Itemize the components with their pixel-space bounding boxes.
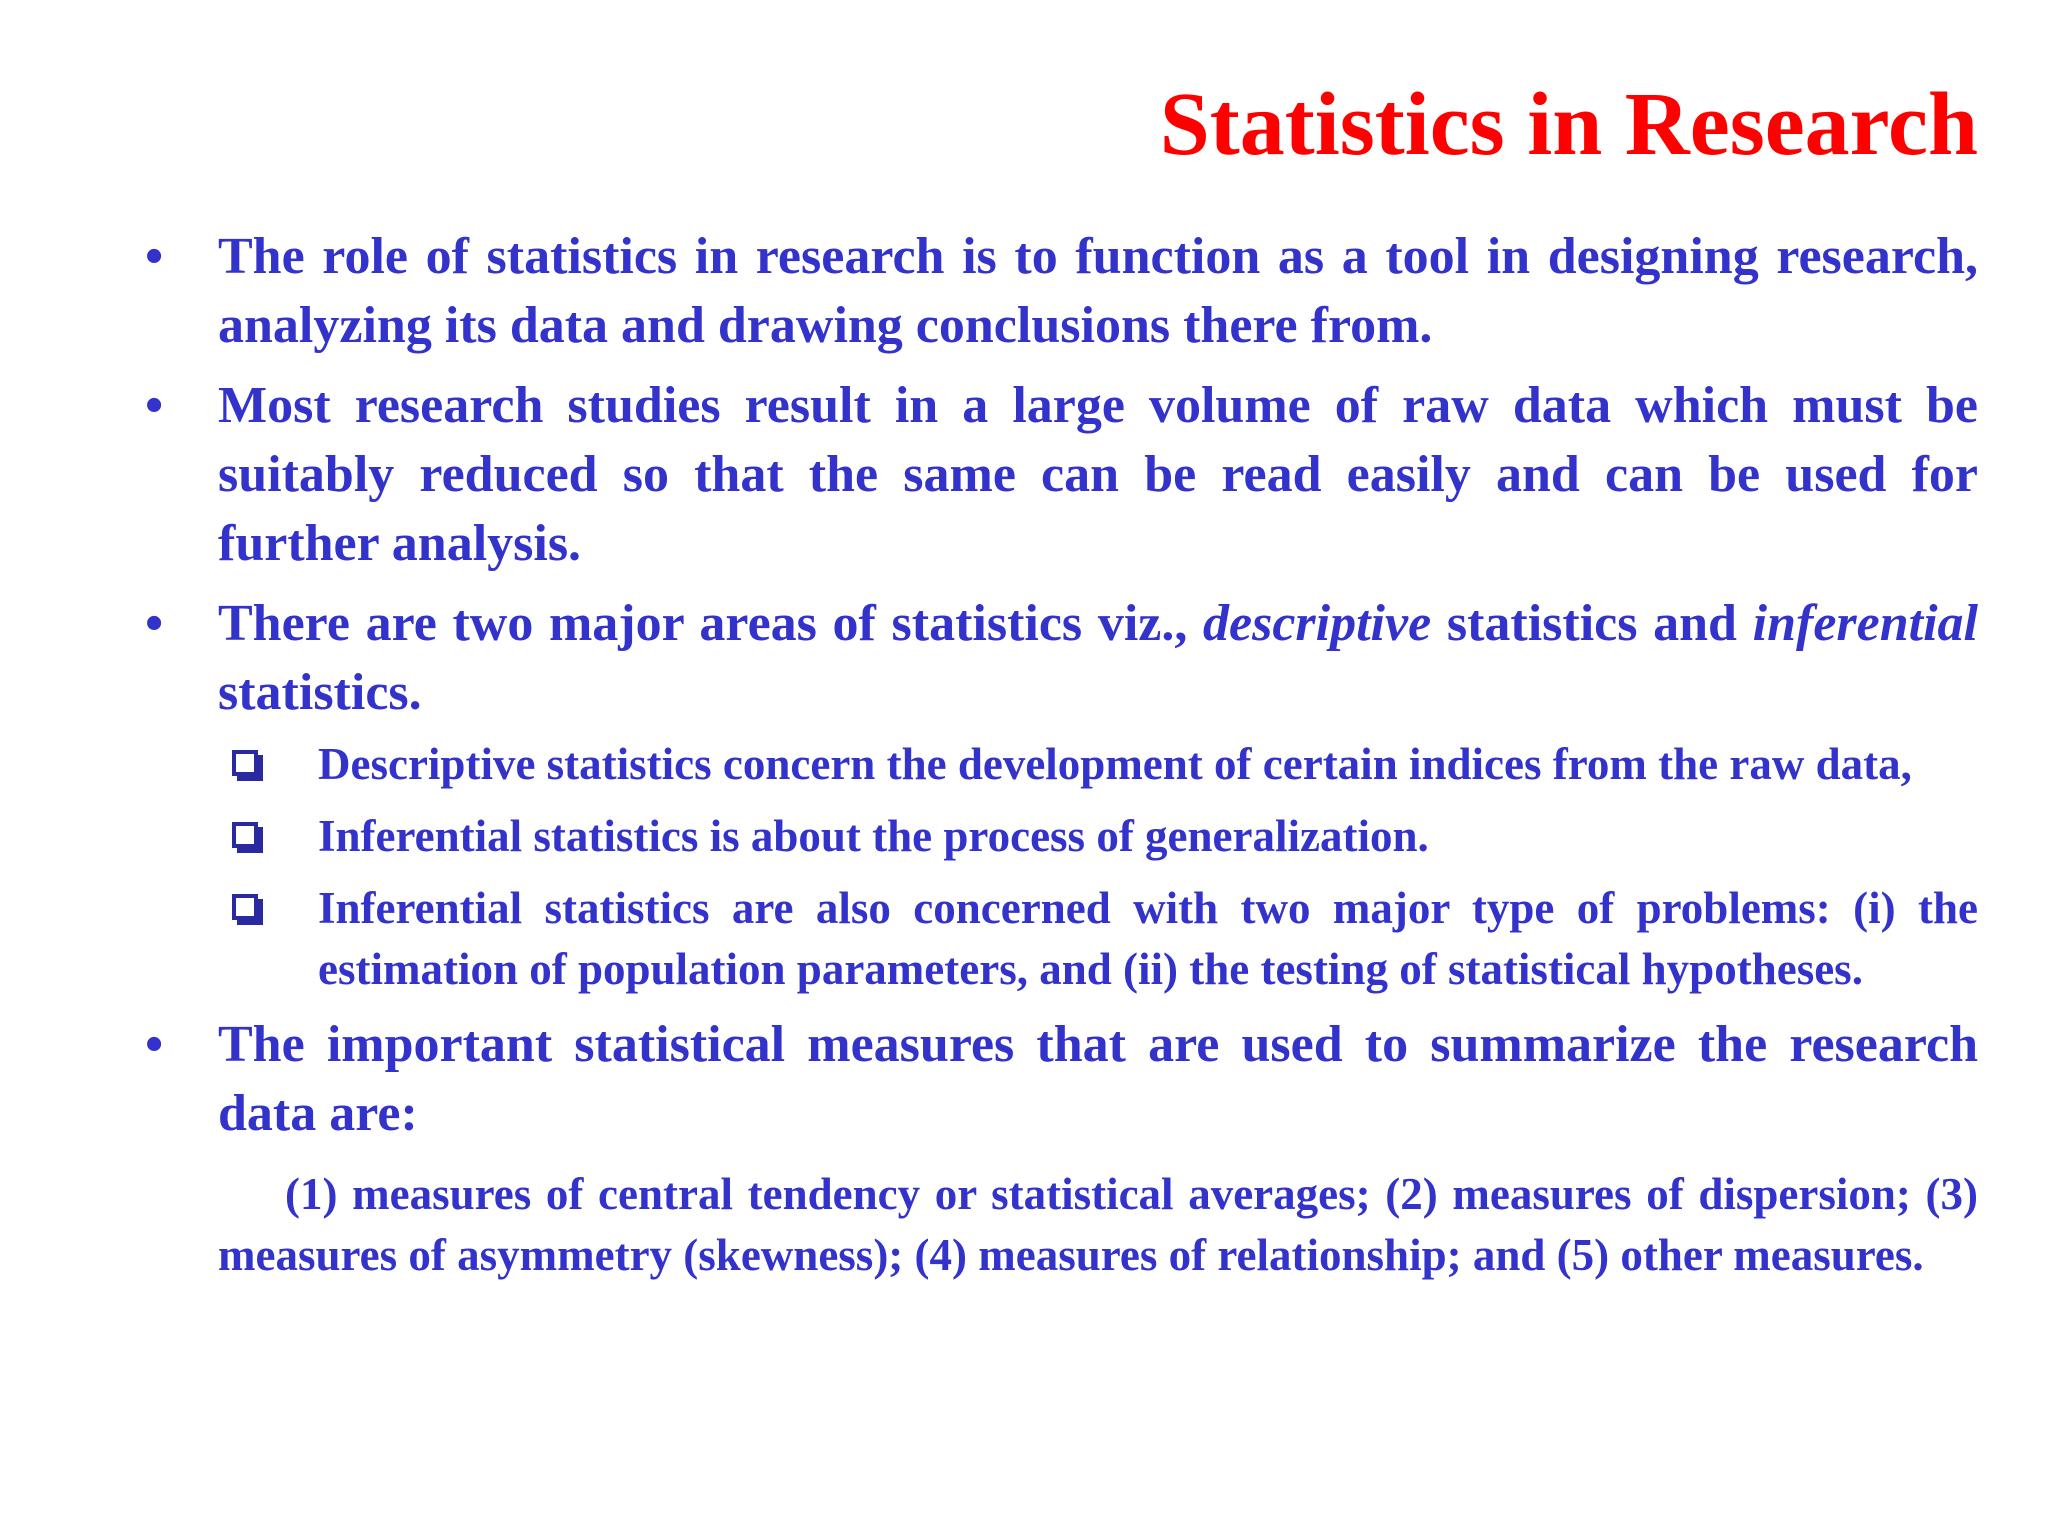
slide-content <box>145 222 1978 1286</box>
bullet-text: The role of statistics in research is to function as a tool in designing research, analyzing its data and drawing conclusions there from. <box>218 228 1978 354</box>
checkbox-bullet-icon <box>232 750 258 776</box>
sub-list <box>228 734 1978 1000</box>
sub-item-generalization <box>228 806 1978 867</box>
bullet-item-raw-data <box>145 371 1978 578</box>
bullet-text-before: There are two major areas of statistics viz., <box>218 595 1204 652</box>
sub-item-text: Inferential statistics is about the process of generalization. <box>318 811 1429 861</box>
bullet-item-statistical-measures <box>145 1010 1978 1148</box>
bullet-dot-icon: • <box>145 1016 164 1073</box>
term-inferential: inferential <box>1752 595 1978 652</box>
measures-list-paragraph: (1) measures of central tendency or statistical averages; (2) measures of dispersion; (3) measures of asymmetry (skewness); (4) measures of relationship; and (5) other measures. <box>218 1169 1978 1280</box>
sub-item-text: Inferential statistics are also concerned with two major type of problems: (i) the estimation of population parameters, and (ii) the testing of statistical hypotheses. <box>318 883 1978 994</box>
bullet-text-middle: statistics and <box>1431 595 1753 652</box>
bullet-dot-icon: • <box>145 377 164 434</box>
bullet-text-after: statistics. <box>218 664 422 721</box>
checkbox-bullet-icon <box>232 894 258 920</box>
bullet-item-role-of-statistics <box>145 222 1978 360</box>
bullet-item-two-areas <box>145 589 1978 727</box>
bullet-dot-icon: • <box>145 595 164 652</box>
sub-item-problems <box>228 878 1978 1000</box>
sub-item-text: Descriptive statistics concern the development of certain indices from the raw data, <box>318 739 1912 789</box>
bullet-text: Most research studies result in a large volume of raw data which must be suitably reduced so that the same can be read easily and can be used for further analysis. <box>218 377 1978 572</box>
term-descriptive: descriptive <box>1203 595 1432 652</box>
slide-title: Statistics in Research <box>1159 75 1978 174</box>
sub-item-descriptive <box>228 734 1978 795</box>
bullet-dot-icon: • <box>145 228 164 285</box>
bullet-text: The important statistical measures that are used to summarize the research data are: <box>218 1016 1978 1142</box>
checkbox-bullet-icon <box>232 822 258 848</box>
